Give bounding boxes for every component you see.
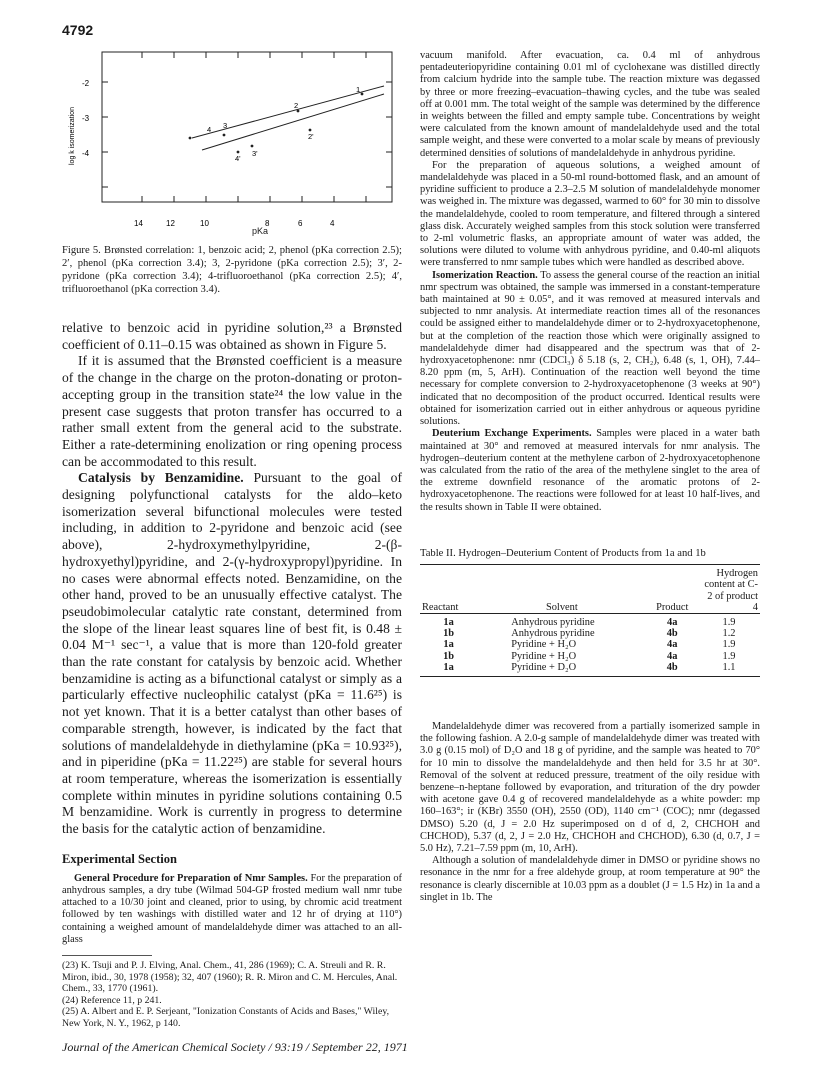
footnotes <box>62 955 402 1030</box>
table-cell: Anhydrous pyridine <box>511 617 595 629</box>
point-1 <box>361 93 364 96</box>
y-tick-label: -4 <box>82 149 90 158</box>
y-tick-label: -3 <box>82 114 90 123</box>
procedure-text <box>420 50 760 514</box>
point-label: 3' <box>252 149 258 158</box>
left-column <box>62 50 402 946</box>
x-tick-label: 6 <box>298 219 303 228</box>
table-cell: 1a <box>443 639 454 651</box>
section-heading: Experimental Section <box>62 851 177 866</box>
recovery-text <box>420 721 760 904</box>
paragraph: Mandelaldehyde dimer was recovered from a partially isomerized sample in the following fashion. A 2.0-g sample of mandelaldehyde dimer was treated with 3.0 g (0.15 mol) of D₂O and 18 g of pyridine, and the sample was heated to 70° for 10 min to dissolve the mandelaldehyde and then held for 3.5 hr at 30°. Removal of the solvent at reduced pressure, treatment of the oily residue with benzene–n-heptane followed by evaporation, and trituration of the dry powder with acetone gave 0.4 g of recovered mandelaldehyde as a white powder: mp 160–163°; ir (KBr) 3550 (OH), 2550 (OD), 1140 cm⁻¹ (COC); nmr (degassed DMSO) 5.20 (d, J = 2.0 Hz superimposed on d of d, 2, CHCHOH and CHCHOD), 5.37 (d, 2, J = 2.0 Hz, CHCHOH and CHCHOD), 6.30 (d, 0.7, J = 5.0 Hz), 7.21–7.59 ppm (m, 10, ArH). <box>420 721 760 855</box>
point-2-prime <box>309 129 312 132</box>
table-cell: Pyridine + D₂O <box>511 661 577 673</box>
x-axis-label: pKa <box>252 226 269 236</box>
x-tick-label: 12 <box>166 219 175 228</box>
point-3 <box>223 134 226 137</box>
paragraph-text: For the preparation of anhydrous samples, a dry tube (Wilmad 504-GP frosted medium wall nmr tube attached to a 10/30 joint and cleaned, prior to using, by chromic acid treatment followed by ten washings with distilled water and 12 hr of drying at 110°) containing a weighed amount of mandelaldehyde dimer was attached to an all-glass <box>62 872 403 945</box>
table-cell: 1.1 <box>722 661 736 673</box>
table-cell: 1a <box>443 661 454 673</box>
table-header: Hydrogen content at C-2 of product 4 <box>704 568 758 613</box>
point-label: 4 <box>207 125 212 134</box>
paragraph <box>62 873 402 946</box>
paragraph: If it is assumed that the Brønsted coefficient is a measure of the change in the charge on the proton-donating or proton-accepting group in the transition state²⁴ the low value in the present case suggests that proton transfer has occurred to a rather small extent from the general acid to the substrate. Either a rate-determining enolization or ring opening process can be accommodated to this result. <box>62 353 402 469</box>
run-in-heading: Isomerization Reaction. <box>432 269 538 281</box>
table-row <box>420 651 760 662</box>
point-2 <box>297 110 300 113</box>
table-cell: 1.9 <box>722 617 736 629</box>
paragraph: relative to benzoic acid in pyridine solution,²³ a Brønsted coefficient of 0.11–0.15 was obtained as shown in Figure 5. <box>62 320 402 352</box>
table-cell: 4a <box>667 639 678 651</box>
table-cell: 1a <box>443 617 454 629</box>
table-cell: Pyridine + H₂O <box>511 650 577 662</box>
footnote: (25) A. Albert and E. P. Serjeant, "Ionization Constants of Acids and Bases," Wiley, New York, N. Y., 1962, p 140. <box>62 1006 390 1029</box>
table-cell: 4a <box>667 650 678 662</box>
bronsted-plot <box>62 50 402 230</box>
right-column <box>420 50 760 904</box>
table-header: Product <box>656 601 689 613</box>
paragraph-text: Pursuant to the goal of designing polyfunctional catalysts for the aldo–keto isomerization several bifunctional molecules were tested including, in addition to 2-pyridone and benzoic acid (see above), 2-hydroxymethylpyridine, 2-(β-hydroxyethyl)pyridine, and 2-(γ-hydroxypropyl)pyridine. In no cases were abnormal effects noted. Benzamidine, on the other hand, proved to be an unusually effective catalyst. The pseudobimolecular catalytic rate constant, determined from the slope of the linear least squares line of best fit, is 0.48 ± 0.04 M⁻¹ sec⁻¹, a value that is more than 120-fold greater than the rate constant for catalysis by benzoic acid. Whether benzamidine is acting as a bifunctional catalyst or simply as a particularly effective nucleophilic catalyst (pKa = 11.6²⁵) is not yet known. That it is a better catalyst than other bases of comparable strength, however, is indicated by the fact that solutions of mandelaldehyde in diethylamine (pKa = 10.93²⁵), and in piperidine (pKa = 11.22²⁵) are stable for several hours at room temperature, whereas the isomerization is essentially complete within minutes in pyridine solutions containing 0.5 M benzamidine. Work is currently in progress to determine the basis for the catalytic action of benzamidine. <box>62 470 402 837</box>
paragraph <box>420 428 760 513</box>
table-cell: 4b <box>666 628 678 640</box>
footnote: (23) K. Tsuji and P. J. Elving, Anal. Chem., 41, 286 (1969); C. A. Streuli and R. R. Miron, ibid., 30, 1978 (1958); 32, 407 (1960); R. R. Miron and C. M. Hercules, Anal. Chem., 33, 1770 (1961). <box>62 960 398 995</box>
point-4 <box>189 137 192 140</box>
y-axis-label: log k isomerization <box>69 107 76 165</box>
x-tick-label: 14 <box>134 219 143 228</box>
plot-frame <box>102 52 392 202</box>
point-label: 2 <box>294 101 299 110</box>
table-row <box>420 639 760 650</box>
table-cell: 1.9 <box>722 639 736 651</box>
point-4-prime <box>237 151 240 154</box>
paragraph <box>62 470 402 837</box>
point-label: 3 <box>223 121 228 130</box>
table-ii <box>420 564 760 677</box>
experimental-text <box>62 873 402 946</box>
run-in-heading: Deuterium Exchange Experiments. <box>432 428 592 440</box>
journal-footer: Journal of the American Chemical Society / 93:19 / September 22, 1971 <box>62 1040 408 1054</box>
table-cell: Anhydrous pyridine <box>511 628 595 640</box>
paragraph: vacuum manifold. After evacuation, ca. 0.4 ml of anhydrous pentadeuteriopyridine containing 0.01 ml of cyclohexane was distilled directly from calcium hydride into the sample tube. The reaction mixture was degassed by three or more freezing–evacuation–thawing cycles, and the tube was sealed off at 0.001 mm. The total weight of the sample was determined by the difference in weights between the filled and empty sample tube. Concentrations by weight were calculated from the known amount of mandelaldehyde used and the total sample weight, and these were converted to a molar scale by means of previously determined densities of solutions of mandelaldehyde in anhydrous pyridine. <box>420 50 760 159</box>
table-header-row <box>420 565 760 614</box>
x-tick-label: 10 <box>200 219 209 228</box>
page-number: 4792 <box>62 22 94 38</box>
fit-line-lower <box>202 94 384 150</box>
table-row <box>420 614 760 629</box>
footnote: (24) Reference 11, p 241. <box>62 994 162 1006</box>
paragraph: For the preparation of aqueous solutions, a weighed amount of mandelaldehyde was placed in a 50-ml round-bottomed flask, and an amount of pyridine sufficient to produce a 2.3–2.5 M solution of mandelaldehyde monomer was weighed in. The mixture was degassed, warmed to 60° for 30 min to dissolve the mandelaldehyde, cooled to room temperature, and filtered through a sintered glass disk. Accurately weighed samples from this stock solution were transferred to 2-ml volumetric flasks, an appropriate amount of water was added, the solutions were diluted to volume with anhydrous pyridine, and 0.40-ml aliquots were transferred to nmr sample tubes which were handled as described above. <box>420 159 760 269</box>
table-cell: 4b <box>666 661 678 673</box>
data-points <box>189 93 364 154</box>
point-3-prime <box>251 145 254 148</box>
table-cell: 1b <box>443 650 455 662</box>
run-in-heading: General Procedure for Preparation of Nmr Samples. <box>74 872 308 884</box>
table-cell: 1.9 <box>722 650 736 662</box>
table-row <box>420 628 760 639</box>
point-label: 4' <box>235 154 241 163</box>
paragraph-text: Samples were placed in a water bath maintained at 30° and removed at measured intervals for nmr analysis. The hydrogen–deuterium content at the methylene carbon of 2-hydroxyacetophenone was calculated from the ratio of the area of the methylene singlet to the area of the extreme downfield resonance of the aromatic protons of 2-hydroxyacetophenone. The reactions were followed for at least 10 half-lives, and the results shown in Table II were obtained. <box>420 428 760 513</box>
paragraph: Although a solution of mandelaldehyde dimer in DMSO or pyridine shows no resonance in the nmr for a free aldehyde group, at room temperature at 90° the resonance is clearly discernible at 10.03 ppm as a doublet (J = 1.5 Hz) in 1a and a singlet in 1b. The <box>420 855 760 903</box>
x-tick-label: 4 <box>330 219 335 228</box>
table-cell: 1b <box>443 628 455 640</box>
table-cell: 1.2 <box>722 628 736 640</box>
paragraph-text: To assess the general course of the reaction an initial nmr spectrum was obtained, the sample was immersed in a constant-temperature bath maintained at 90 ± 0.05°, and it was removed at measured intervals and subjected to nmr analysis. At intermediate reaction times all of the resonances could be assigned either to mandelaldehyde dimer or to 2-hydroxyacetophenone, but at the completion of the reaction those which were originally assigned to mandelaldehyde dimer had disappeared and the spectrum was that of 2-hydroxyacetophenone: nmr (CDCl₃) δ 5.18 (s, 2, CH₂), 6.48 (s, 1, OH), 7.44–8.20 ppm (m, 5, ArH). Continuation of the reaction well beyond the time necessary for complete conversion to 2-hydroxyacetophenone (3 weeks at 90°) indicated that no decomposition of the product occurred. Identical results were obtained for isomerization carried out in either anhydrous or aqueous pyridine solutions. <box>420 269 760 428</box>
table-row <box>420 662 760 677</box>
figure-caption: Figure 5. Brønsted correlation: 1, benzoic acid; 2, phenol (pKa correction 2.5); 2′, phenol (pKa correction 3.4); 3, 2-pyridone (pKa correction 2.5); 3′, 2-pyridone (pKa correction 3.4); 4-trifluoroethanol (pKa correction 2.5); 4′, trifluoroethanol (pKa correction 3.4). <box>62 245 402 295</box>
table-header: Reactant <box>422 601 459 613</box>
table-cell: 4a <box>667 617 678 629</box>
y-tick-label: -2 <box>82 79 90 88</box>
table-caption: Table II. Hydrogen–Deuterium Content of Products from 1a and 1b <box>420 547 706 559</box>
point-label: 1 <box>356 85 361 94</box>
point-label: 2' <box>308 132 314 141</box>
x-tick-label: 8 <box>265 219 270 228</box>
axis-ticks <box>102 52 392 202</box>
run-in-heading: Catalysis by Benzamidine. <box>78 470 244 486</box>
table-header: Solvent <box>545 601 578 613</box>
paragraph <box>420 270 760 429</box>
table-cell: Pyridine + H₂O <box>511 639 577 651</box>
discussion-text <box>62 320 402 838</box>
figure-5 <box>62 50 402 236</box>
